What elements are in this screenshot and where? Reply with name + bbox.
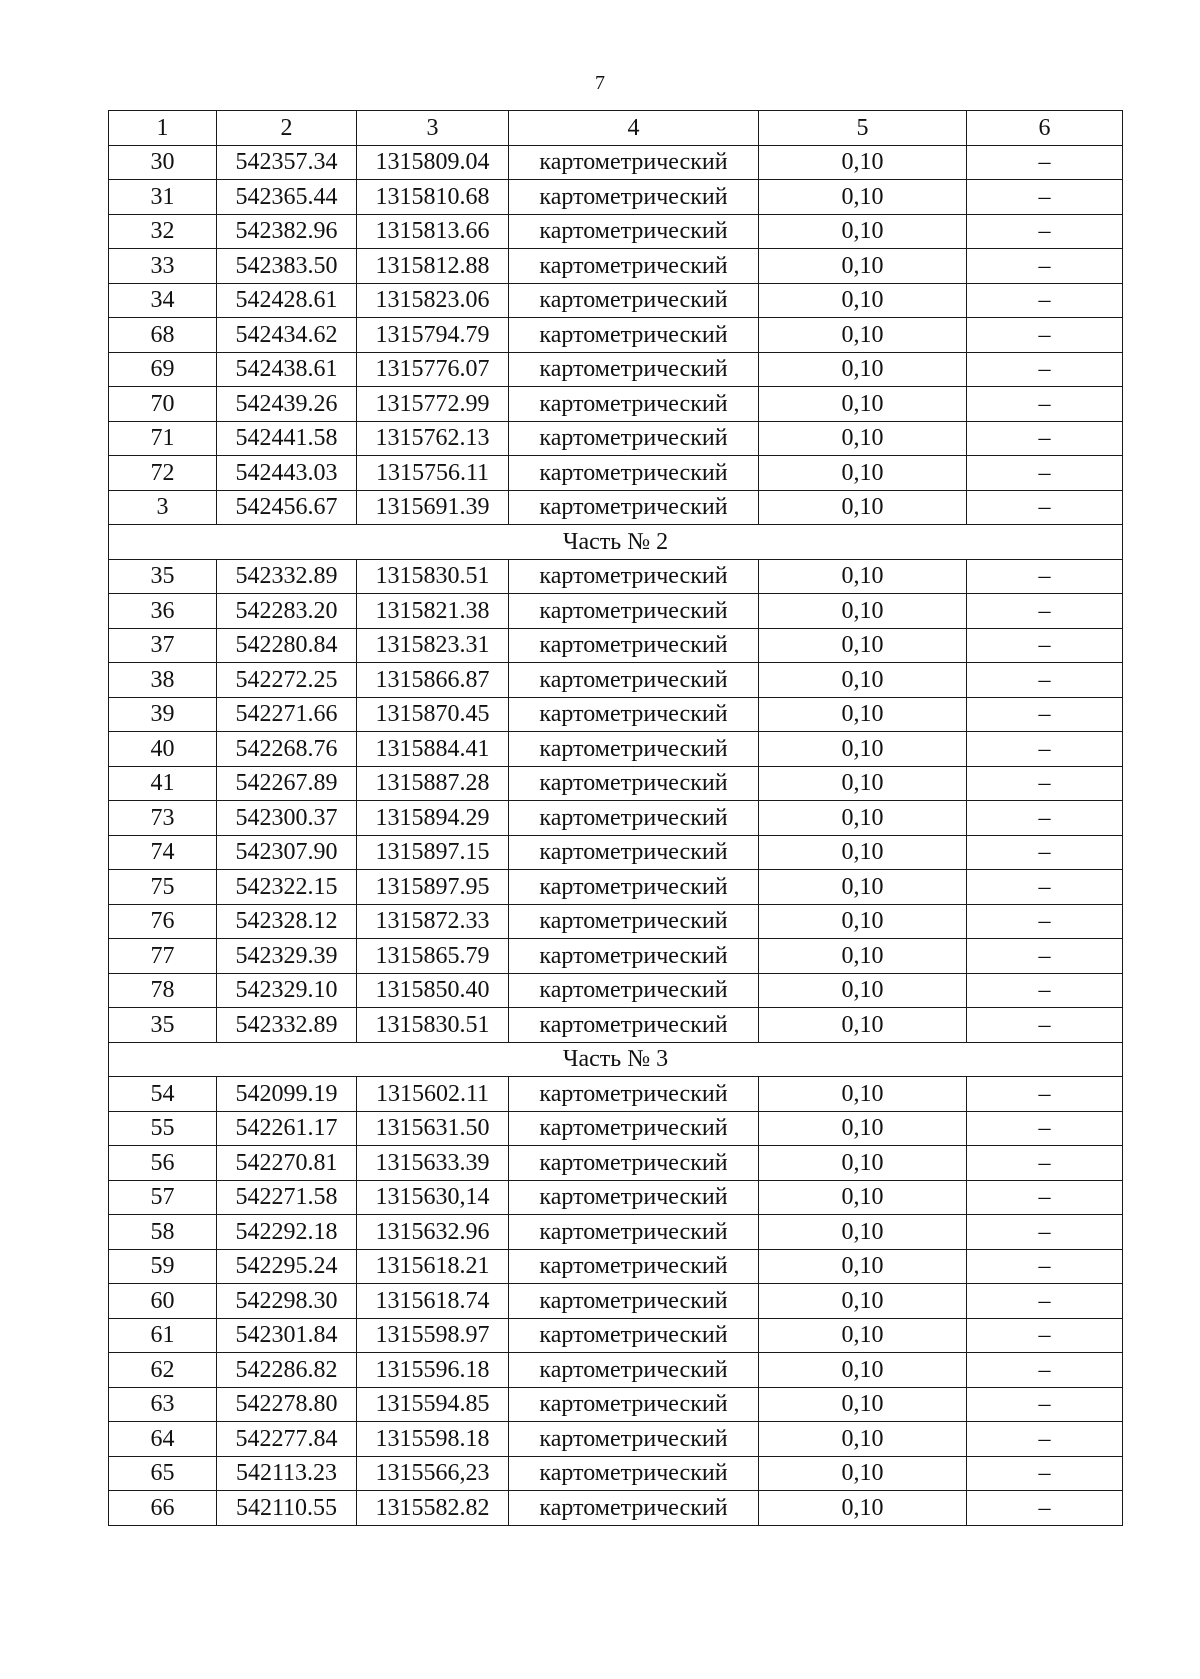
table-cell: 76 [109,904,217,939]
section-title-row [109,525,1123,560]
table-cell: 1315691.39 [357,490,509,525]
table-cell: 1315830.51 [357,559,509,594]
table-cell: картометрический [509,801,759,836]
table-cell: 542270.81 [217,1146,357,1181]
table-cell: картометрический [509,697,759,732]
table-cell: – [967,939,1123,974]
table-cell: 1315598.18 [357,1422,509,1457]
table-cell: 542383.50 [217,249,357,284]
table-cell: – [967,352,1123,387]
table-cell: 63 [109,1387,217,1422]
table-cell: 1315776.07 [357,352,509,387]
table-cell: 0,10 [759,214,967,249]
table-cell: 0,10 [759,1456,967,1491]
table-cell: 0,10 [759,870,967,905]
table-header-row [109,111,1123,146]
table-cell: 1315630,14 [357,1180,509,1215]
table-cell: 542332.89 [217,1008,357,1043]
column-header: 6 [967,111,1123,146]
table-cell: 542295.24 [217,1249,357,1284]
table-row [109,697,1123,732]
table-cell: 1315830.51 [357,1008,509,1043]
column-header: 2 [217,111,357,146]
table-cell: 1315884.41 [357,732,509,767]
table-cell: 55 [109,1111,217,1146]
table-cell: 542110.55 [217,1491,357,1526]
table-row [109,904,1123,939]
table-cell: картометрический [509,663,759,698]
table-cell: картометрический [509,628,759,663]
table-cell: картометрический [509,870,759,905]
coordinates-table [108,110,1123,1526]
table-row [109,145,1123,180]
table-cell: 542332.89 [217,559,357,594]
table-cell: 542307.90 [217,835,357,870]
section-title: Часть № 3 [109,1042,1123,1077]
table-cell: 542267.89 [217,766,357,801]
table-cell: картометрический [509,1249,759,1284]
table-cell: 1315602.11 [357,1077,509,1112]
table-cell: картометрический [509,1422,759,1457]
table-cell: 0,10 [759,1215,967,1250]
table-cell: 542357.34 [217,145,357,180]
table-cell: 57 [109,1180,217,1215]
table-cell: 66 [109,1491,217,1526]
table-cell: 0,10 [759,318,967,353]
table-cell: 0,10 [759,835,967,870]
table-cell: 0,10 [759,766,967,801]
table-cell: 0,10 [759,456,967,491]
table-cell: картометрический [509,1146,759,1181]
table-row [109,1284,1123,1319]
table-cell: 0,10 [759,180,967,215]
table-cell: 0,10 [759,904,967,939]
table-cell: 1315772.99 [357,387,509,422]
table-row [109,352,1123,387]
table-row [109,973,1123,1008]
table-cell: 542329.39 [217,939,357,974]
table-cell: 73 [109,801,217,836]
table-cell: 74 [109,835,217,870]
table-cell: картометрический [509,1456,759,1491]
table-cell: 1315894.29 [357,801,509,836]
table-cell: – [967,904,1123,939]
table-cell: картометрический [509,939,759,974]
table-cell: 1315897.95 [357,870,509,905]
table-cell: – [967,318,1123,353]
table-cell: – [967,835,1123,870]
table-cell: 542113.23 [217,1456,357,1491]
table-cell: 542441.58 [217,421,357,456]
table-row [109,180,1123,215]
column-header: 5 [759,111,967,146]
table-cell: 33 [109,249,217,284]
section-title-row [109,1042,1123,1077]
table-cell: 542365.44 [217,180,357,215]
table-cell: 70 [109,387,217,422]
table-cell: 0,10 [759,1146,967,1181]
table-cell: 1315756.11 [357,456,509,491]
table-cell: – [967,628,1123,663]
table-cell: – [967,1111,1123,1146]
table-cell: 0,10 [759,283,967,318]
table-cell: 1315632.96 [357,1215,509,1250]
table-cell: 0,10 [759,1180,967,1215]
table-cell: 542329.10 [217,973,357,1008]
table-cell: 38 [109,663,217,698]
table-cell: – [967,1318,1123,1353]
table-cell: картометрический [509,283,759,318]
table-cell: картометрический [509,1008,759,1043]
table-cell: 1315813.66 [357,214,509,249]
table-cell: картометрический [509,904,759,939]
table-cell: картометрический [509,1387,759,1422]
table-cell: – [967,490,1123,525]
table-row [109,628,1123,663]
table-cell: 36 [109,594,217,629]
table-row [109,456,1123,491]
table-cell: 58 [109,1215,217,1250]
table-row [109,870,1123,905]
table-cell: – [967,1008,1123,1043]
table-row [109,249,1123,284]
table-cell: 78 [109,973,217,1008]
table-row [109,318,1123,353]
table-cell: 1315866.87 [357,663,509,698]
table-cell: картометрический [509,1491,759,1526]
table-cell: – [967,870,1123,905]
table-cell: 542298.30 [217,1284,357,1319]
table-cell: – [967,1422,1123,1457]
table-cell: картометрический [509,249,759,284]
table-cell: – [967,1387,1123,1422]
table-cell: 0,10 [759,1077,967,1112]
table-cell: 1315821.38 [357,594,509,629]
table-cell: 542271.66 [217,697,357,732]
table-row [109,559,1123,594]
table-cell: картометрический [509,145,759,180]
table-cell: 542443.03 [217,456,357,491]
table-cell: картометрический [509,1077,759,1112]
table-row [109,490,1123,525]
table-row [109,766,1123,801]
table-cell: 39 [109,697,217,732]
table-cell: 542434.62 [217,318,357,353]
table-cell: 542271.58 [217,1180,357,1215]
table-cell: картометрический [509,1284,759,1319]
table-cell: 1315897.15 [357,835,509,870]
table-cell: 542272.25 [217,663,357,698]
table-row [109,1456,1123,1491]
table-row [109,1146,1123,1181]
table-cell: – [967,801,1123,836]
table-cell: 0,10 [759,697,967,732]
table-cell: картометрический [509,180,759,215]
table-cell: картометрический [509,1318,759,1353]
table-cell: картометрический [509,1111,759,1146]
table-cell: 40 [109,732,217,767]
table-row [109,939,1123,974]
table-cell: 0,10 [759,594,967,629]
table-cell: 0,10 [759,663,967,698]
table-row [109,421,1123,456]
table-cell: 542277.84 [217,1422,357,1457]
table-cell: 0,10 [759,732,967,767]
table-cell: 0,10 [759,1249,967,1284]
table-cell: 542456.67 [217,490,357,525]
page-number: 7 [595,72,605,94]
table-cell: 1315872.33 [357,904,509,939]
table-cell: 31 [109,180,217,215]
table-row [109,1353,1123,1388]
table-row [109,1422,1123,1457]
table-cell: 1315598.97 [357,1318,509,1353]
table-row [109,1318,1123,1353]
table-cell: 0,10 [759,939,967,974]
table-cell: – [967,594,1123,629]
table-cell: 1315850.40 [357,973,509,1008]
table-cell: 1315870.45 [357,697,509,732]
table-cell: 0,10 [759,145,967,180]
table-cell: картометрический [509,352,759,387]
table-cell: 1315618.74 [357,1284,509,1319]
table-cell: 0,10 [759,1387,967,1422]
table-cell: 71 [109,421,217,456]
table-cell: 1315596.18 [357,1353,509,1388]
table-cell: 0,10 [759,973,967,1008]
table-cell: 0,10 [759,490,967,525]
table-cell: картометрический [509,456,759,491]
table-body [109,145,1123,1525]
table-cell: – [967,766,1123,801]
table-cell: 0,10 [759,559,967,594]
table-cell: – [967,387,1123,422]
table-cell: 0,10 [759,249,967,284]
table-row [109,732,1123,767]
table-cell: 1315762.13 [357,421,509,456]
table-cell: 61 [109,1318,217,1353]
table-row [109,1180,1123,1215]
table-cell: 1315812.88 [357,249,509,284]
table-cell: 1315810.68 [357,180,509,215]
table-cell: картометрический [509,318,759,353]
table-cell: 0,10 [759,1284,967,1319]
table-cell: 542286.82 [217,1353,357,1388]
table-cell: – [967,421,1123,456]
table-cell: 1315823.31 [357,628,509,663]
table-cell: 542292.18 [217,1215,357,1250]
table-cell: 35 [109,1008,217,1043]
table-cell: 68 [109,318,217,353]
table-cell: – [967,1249,1123,1284]
table-cell: 72 [109,456,217,491]
table-cell: 1315887.28 [357,766,509,801]
table-cell: 3 [109,490,217,525]
table-row [109,214,1123,249]
table-cell: картометрический [509,766,759,801]
table-cell: 1315631.50 [357,1111,509,1146]
table-cell: картометрический [509,490,759,525]
table-row [109,1215,1123,1250]
column-header: 4 [509,111,759,146]
table-cell: 1315823.06 [357,283,509,318]
table-cell: картометрический [509,421,759,456]
table-cell: картометрический [509,973,759,1008]
table-cell: – [967,1491,1123,1526]
table-cell: 1315566,23 [357,1456,509,1491]
table-cell: 35 [109,559,217,594]
table-cell: – [967,1456,1123,1491]
table-cell: – [967,1215,1123,1250]
table-row [109,663,1123,698]
table-cell: картометрический [509,1215,759,1250]
table-cell: – [967,1146,1123,1181]
table-row [109,1491,1123,1526]
table-cell: 0,10 [759,801,967,836]
table-cell: 542439.26 [217,387,357,422]
table-row [109,1387,1123,1422]
table-row [109,835,1123,870]
table-cell: – [967,1077,1123,1112]
table-row [109,283,1123,318]
table-cell: 0,10 [759,352,967,387]
table-cell: – [967,559,1123,594]
table-cell: картометрический [509,387,759,422]
table-cell: 0,10 [759,1491,967,1526]
table-cell: 542278.80 [217,1387,357,1422]
table-cell: 542261.17 [217,1111,357,1146]
table-cell: 41 [109,766,217,801]
table-cell: 1315633.39 [357,1146,509,1181]
table-cell: 1315865.79 [357,939,509,974]
table-cell: 1315594.85 [357,1387,509,1422]
table-cell: 56 [109,1146,217,1181]
table-cell: картометрический [509,1180,759,1215]
table-row [109,801,1123,836]
table-cell: 30 [109,145,217,180]
table-cell: 75 [109,870,217,905]
table-row [109,1249,1123,1284]
table-cell: 542283.20 [217,594,357,629]
table-cell: – [967,180,1123,215]
table-cell: картометрический [509,835,759,870]
table-cell: 0,10 [759,1111,967,1146]
table-cell: 542328.12 [217,904,357,939]
table-cell: – [967,283,1123,318]
table-cell: 1315809.04 [357,145,509,180]
table-row [109,1111,1123,1146]
table-cell: 542268.76 [217,732,357,767]
table-cell: картометрический [509,1353,759,1388]
table-cell: 0,10 [759,1008,967,1043]
table-cell: – [967,1180,1123,1215]
table-cell: картометрический [509,594,759,629]
section-title: Часть № 2 [109,525,1123,560]
table-cell: 0,10 [759,1318,967,1353]
table-cell: 0,10 [759,421,967,456]
table-cell: 1315582.82 [357,1491,509,1526]
table-cell: 542280.84 [217,628,357,663]
table-row [109,594,1123,629]
table-cell: – [967,456,1123,491]
table-cell: – [967,697,1123,732]
table-cell: 37 [109,628,217,663]
table-cell: – [967,249,1123,284]
table-row [109,387,1123,422]
table-cell: 32 [109,214,217,249]
table-cell: 62 [109,1353,217,1388]
table-cell: 69 [109,352,217,387]
table-row [109,1008,1123,1043]
table-cell: – [967,1284,1123,1319]
table-cell: 1315618.21 [357,1249,509,1284]
table-cell: 0,10 [759,1353,967,1388]
table-cell: 1315794.79 [357,318,509,353]
table-cell: 0,10 [759,1422,967,1457]
table-cell: – [967,214,1123,249]
table-cell: 542300.37 [217,801,357,836]
table-cell: 64 [109,1422,217,1457]
table-cell: – [967,1353,1123,1388]
table-cell: 542099.19 [217,1077,357,1112]
table-cell: – [967,732,1123,767]
table-cell: 542382.96 [217,214,357,249]
column-header: 3 [357,111,509,146]
table-cell: картометрический [509,732,759,767]
table-cell: 0,10 [759,628,967,663]
table-row [109,1077,1123,1112]
table-cell: – [967,145,1123,180]
table-cell: – [967,973,1123,1008]
table-cell: 77 [109,939,217,974]
table-cell: картометрический [509,559,759,594]
table-cell: 60 [109,1284,217,1319]
table-cell: 0,10 [759,387,967,422]
table-cell: 65 [109,1456,217,1491]
column-header: 1 [109,111,217,146]
table-cell: – [967,663,1123,698]
table-cell: 542301.84 [217,1318,357,1353]
table-cell: 542438.61 [217,352,357,387]
table-cell: картометрический [509,214,759,249]
table-cell: 54 [109,1077,217,1112]
table-cell: 542322.15 [217,870,357,905]
table-cell: 59 [109,1249,217,1284]
table-cell: 34 [109,283,217,318]
table-cell: 542428.61 [217,283,357,318]
